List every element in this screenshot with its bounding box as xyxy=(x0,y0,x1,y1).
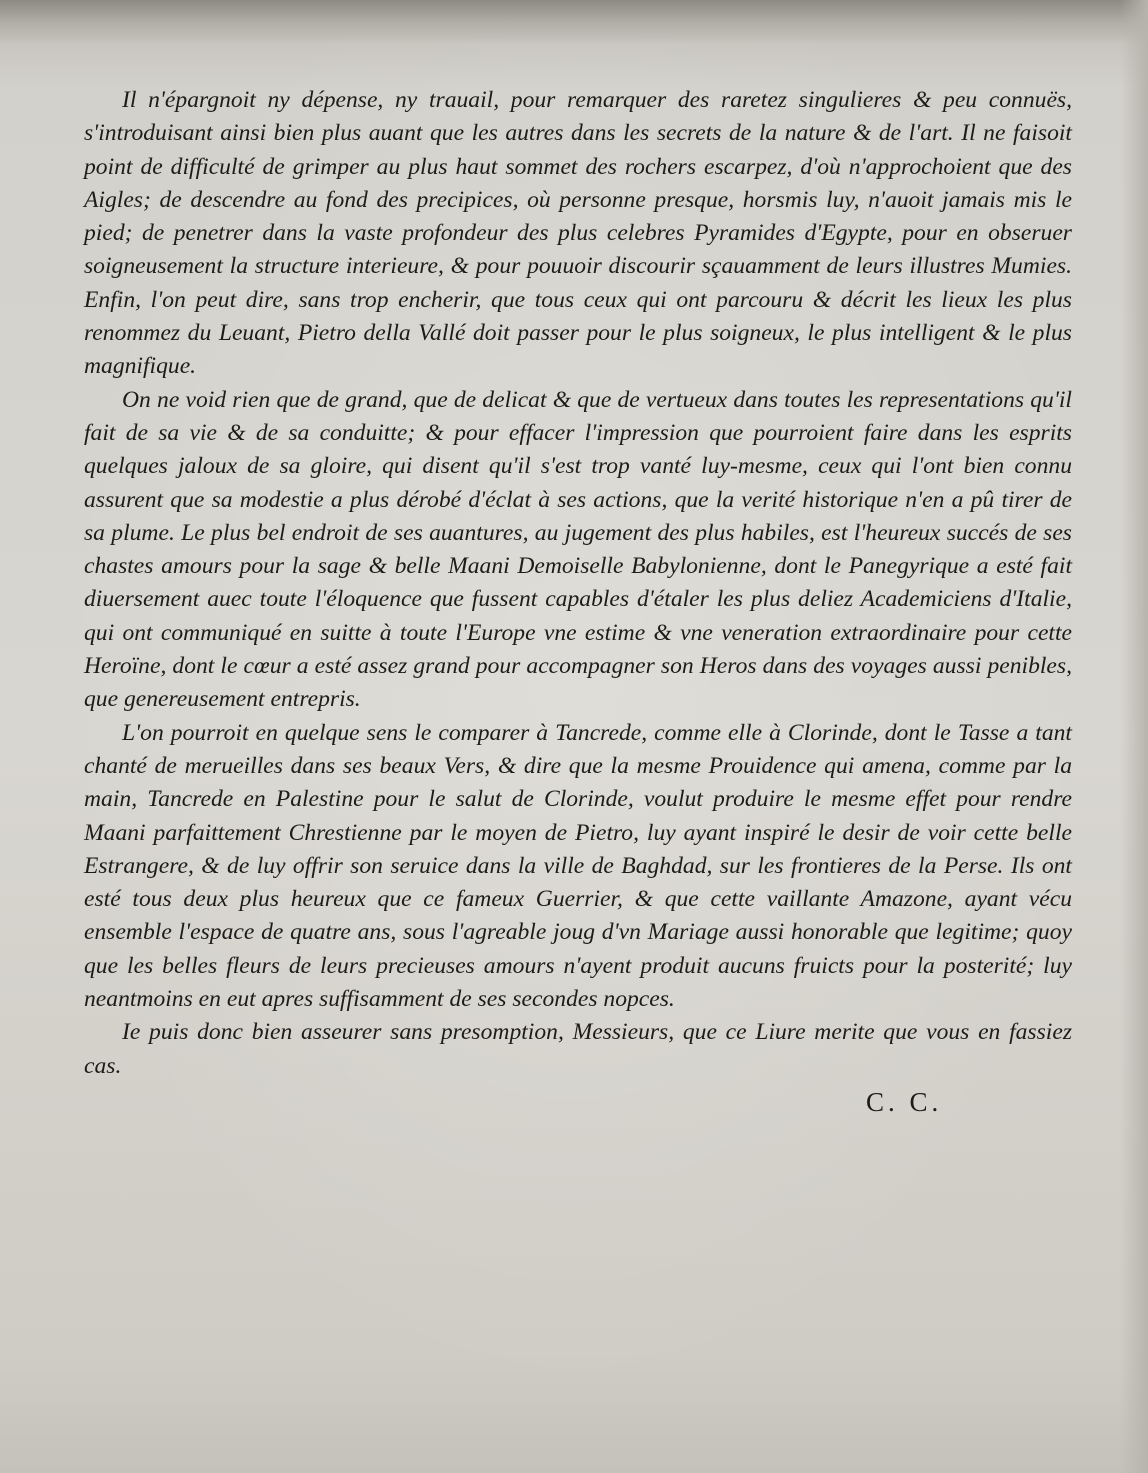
paragraph-3: L'on pourroit en quelque sens le comparer à Tancrede, comme elle à Clorinde, dont le Tasse a tant chanté de merueilles dans ses beaux Vers, & dire que la mesme Prouidence qui amena, comme par la main, Tancrede en Palestine pour le salut de Clorinde, voulut produire le mesme effet pour rendre Maani parfaittement Chrestienne par le moyen de Pietro, luy ayant inspiré le desir de voir cette belle Estrangere, & de luy offrir son seruice dans la ville de Baghdad, sur les frontieres de la Perse. Ils ont esté tous deux plus heureux que ce fameux Guerrier, & que cette vaillante Amazone, ayant vécu ensemble l'espace de quatre ans, sous l'agreable joug d'vn Mariage aussi honorable que legitime; quoy que les belles fleurs de leurs precieuses amours n'ayent produit aucuns fruicts pour la posterité; luy neantmoins en eut apres suffisamment de ses secondes nopces. xyxy=(84,719,1072,1013)
body-text xyxy=(84,84,1072,1083)
paragraph-1: Il n'épargnoit ny dépense, ny trauail, pour remarquer des raretez singulieres & peu connuës, s'introduisant ainsi bien plus auant que les autres dans les secrets de la nature & de l'art. Il ne faisoit point de difficulté de grimper au plus haut sommet des rochers escarpez, d'où n'approchoient que des Aigles; de descendre au fond des precipices, où personne presque, horsmis luy, n'auoit jamais mis le pied; de penetrer dans la vaste profondeur des plus celebres Pyramides d'Egypte, pour en obseruer soigneusement la structure interieure, & pour pouuoir discourir sçauamment de leurs illustres Mumies. Enfin, l'on peut dire, sans trop encherir, que tous ceux qui ont parcouru & décrit les lieux les plus renommez du Leuant, Pietro della Vallé doit passer pour le plus soigneux, le plus intelligent & le plus magnifique. xyxy=(84,87,1072,380)
signature: C. C. xyxy=(866,1087,943,1117)
paragraph-4: Ie puis donc bien asseurer sans presomption, Messieurs, que ce Liure merite que vous en fassiez cas. xyxy=(84,1019,1072,1079)
paragraph-2: On ne void rien que de grand, que de delicat & que de vertueux dans toutes les representations qu'il fait de sa vie & de sa conduitte; & pour effacer l'impression que pourroient faire dans les esprits quelques jaloux de sa gloire, qui disent qu'il s'est trop vanté luy-mesme, ceux qui l'ont bien connu assurent que sa modestie a plus dérobé d'éclat à ses actions, que la verité historique n'en a pû tirer de sa plume. Le plus bel endroit de ses auantures, au jugement des plus habiles, est l'heureux succés de ses chastes amours pour la sage & belle Maani Demoiselle Babylonienne, dont le Panegyrique a esté fait diuersement auec toute l'éloquence que fussent capables d'étaler les plus deliez Academiciens d'Italie, qui ont communiqué en suitte à toute l'Europe vne estime & vne veneration extraordinaire pour cette Heroïne, dont le cœur a esté assez grand pour accompagner son Heros dans des voyages aussi penibles, que genereusement entrepris. xyxy=(84,386,1072,713)
page-right-edge xyxy=(1120,0,1148,1473)
page-top-edge xyxy=(0,0,1148,44)
